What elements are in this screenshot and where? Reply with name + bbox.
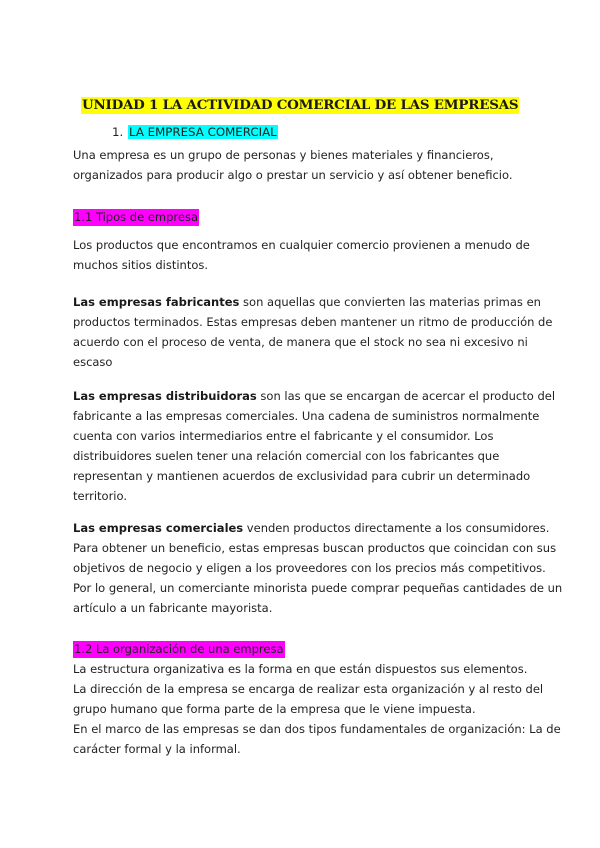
text-line: grupo humano que forma parte de la empresa que le viene impuesta. (73, 702, 476, 716)
text-line: La estructura organizativa es la forma en que están dispuestos sus elementos. (73, 662, 528, 676)
text-line: organizados para producir algo o prestar un servicio y así obtener beneficio. (73, 168, 513, 182)
text-line: En el marco de las empresas se dan dos tipos fundamentales de organización: La de (73, 722, 561, 736)
section-title: LA EMPRESA COMERCIAL (129, 125, 277, 139)
text-line: objetivos de negocio y eligen a los proveedores con los precios más competitivos. (73, 561, 546, 575)
text-line: cuenta con varios intermediarios entre el fabricante y el consumidor. Los (73, 429, 494, 443)
text-line: Las empresas comerciales venden productos directamente a los consumidores. (73, 521, 550, 535)
comerciales-paragraph (73, 518, 563, 618)
subheading-tipos: 1.1 Tipos de empresa (74, 210, 198, 224)
text-line: fabricante a las empresas comerciales. Una cadena de suministros normalmente (73, 409, 540, 423)
text-line: Una empresa es un grupo de personas y bienes materiales y financieros, (73, 148, 494, 162)
section-number: 1. (112, 125, 124, 139)
text-line: representan y mantienen acuerdos de exclusividad para cubrir un determinado (73, 469, 531, 483)
tipos-intro-paragraph (73, 235, 543, 275)
text-line: escaso (73, 355, 113, 369)
term-distribuidoras: Las empresas distribuidoras (73, 389, 257, 403)
term-fabricantes: Las empresas fabricantes (73, 295, 240, 309)
organizacion-paragraph (73, 659, 561, 759)
text-line: Por lo general, un comerciante minorista puede comprar pequeñas cantidades de un (73, 581, 563, 595)
text-line: Las empresas distribuidoras son las que se encargan de acercar el producto del (73, 389, 556, 403)
document-title: UNIDAD 1 LA ACTIVIDAD COMERCIAL DE LAS EMPRESAS (82, 97, 519, 113)
text-line: Para obtener un beneficio, estas empresas buscan productos que coincidan con sus (73, 541, 557, 555)
text-line: Los productos que encontramos en cualquier comercio provienen a menudo de (73, 238, 530, 252)
term-comerciales: Las empresas comerciales (73, 521, 244, 535)
fabricantes-paragraph (73, 292, 553, 372)
text-line: Las empresas fabricantes son aquellas que convierten las materias primas en (73, 295, 541, 309)
text-line: muchos sitios distintos. (73, 258, 209, 272)
text-line: productos terminados. Estas empresas deben mantener un ritmo de producción de (73, 315, 553, 329)
distribuidoras-paragraph (73, 386, 556, 506)
text-line: La dirección de la empresa se encarga de realizar esta organización y al resto del (73, 682, 544, 696)
section-heading (112, 124, 278, 141)
text-line: distribuidores suelen tener una relación comercial con los fabricantes que (73, 449, 500, 463)
text-line: artículo a un fabricante mayorista. (73, 601, 273, 615)
text-line: carácter formal y la informal. (73, 742, 241, 756)
text-line: acuerdo con el proceso de venta, de manera que el stock no sea ni excesivo ni (73, 335, 528, 349)
text-line: territorio. (73, 489, 127, 503)
subheading-organizacion: 1.2 La organización de una empresa (74, 642, 284, 656)
intro-paragraph (73, 145, 543, 185)
